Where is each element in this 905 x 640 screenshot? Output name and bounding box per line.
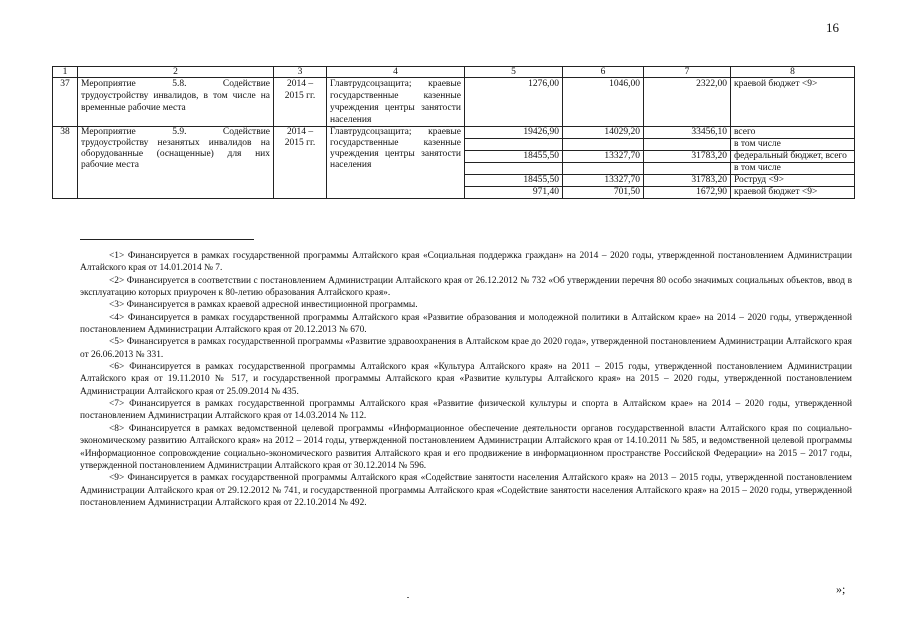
closing-quote: »; <box>836 582 846 596</box>
table-row <box>53 78 855 127</box>
executor: Главтрудсоцзащита; краевые государственные казенные учреждения центры занятости населения <box>327 78 465 127</box>
col-header-2: 2 <box>78 67 274 78</box>
amount-2015 <box>644 163 731 175</box>
footnote-3: <3> Финансируется в рамках краевой адресной инвестиционной программы. <box>109 300 418 311</box>
col-header-1: 1 <box>53 67 78 78</box>
footnote-6: <6> Финансируется в рамках государственной программы Алтайского края «Культура Алтайского края» на 2011 – 2015 годы, утвержденной постановлением Администрации Алтайского края от 19.11.2010 № 517, и государственной программы Алтайского края «Развитие культуры Алтайского края» на 2015 – 2020 годы, утвержденной постановлением Администрации Алтайского края от 25.09.2014 № 435. <box>80 362 852 397</box>
period: 2014 – 2015 гг. <box>274 78 327 127</box>
footnotes <box>80 250 852 509</box>
amount-2014: 701,50 <box>563 187 644 199</box>
amount-2014 <box>563 163 644 175</box>
col-header-8: 8 <box>731 67 855 78</box>
funding-source: в том числе <box>731 139 855 151</box>
budget-table <box>52 66 855 199</box>
amount-2014: 13327,70 <box>563 151 644 163</box>
amount-total: 1276,00 <box>465 78 563 127</box>
funding-source: федеральный бюджет, всего <box>731 151 855 163</box>
amount-total: 18455,50 <box>465 151 563 163</box>
funding-source: краевой бюджет <9> <box>731 78 855 127</box>
col-header-7: 7 <box>644 67 731 78</box>
row-number: 37 <box>53 78 78 127</box>
amount-2015: 2322,00 <box>644 78 731 127</box>
row-number: 38 <box>53 127 78 199</box>
footnote-2: <2> Финансируется в соответствии с постановлением Администрации Алтайского края от 26.12.2012 № 732 «Об утверждении перечня 80 особо значимых социальных объектов, ввод в эксплуатацию которых приурочен к 80-летию образования Алтайского края». <box>80 275 852 299</box>
footnote-1: <1> Финансируется в рамках государственной программы Алтайского края «Социальная поддержка граждан» на 2014 – 2020 годы, утвержденной постановлением Администрации Алтайского края от 14.01.2014 № 7. <box>80 251 852 274</box>
event-name: Мероприятие 5.8. Содействие трудоустройству инвалидов, в том числе на временные рабочие места <box>78 78 274 127</box>
footnote-7: <7> Финансируется в рамках государственной программы Алтайского края «Развитие физической культуры и спорта в Алтайском крае» на 2014 – 2020 годы, утвержденной постановлением Администрации Алтайского края от 14.03.2014 № 112. <box>80 399 852 422</box>
table-header-row <box>53 67 855 78</box>
col-header-4: 4 <box>327 67 465 78</box>
amount-2014: 13327,70 <box>563 175 644 187</box>
footnote-separator <box>80 239 254 240</box>
amount-total <box>465 139 563 151</box>
executor: Главтрудсоцзащита; краевые государственные казенные учреждения центры занятости населения <box>327 127 465 199</box>
amount-total: 19426,90 <box>465 127 563 139</box>
table-row <box>53 127 855 139</box>
footnote-8: <8> Финансируется в рамках ведомственной целевой программы «Информационное обеспечение деятельности органов государственной власти Алтайского края по социально-экономическому развитию Алтайского края» на 2012 – 2014 годы, утвержденной постановлением Администрации Алтайского края от 14.10.2011 № 585, и ведомственной целевой программы «Информационное сопровождение социально-экономического развития Алтайского края и его продвижение в информационном пространстве Российской Федерации» на 2015 – 2017 годы, утвержденной постановлением Администрации Алтайского края от 30.12.2014 № 596. <box>80 423 852 471</box>
amount-2015: 33456,10 <box>644 127 731 139</box>
amount-2015: 31783,20 <box>644 175 731 187</box>
footnote-4: <4> Финансируется в рамках государственной программы Алтайского края «Развитие образования и молодежной политики в Алтайском крае» на 2014 – 2020 годы, утвержденной постановлением Администрации Алтайского края от 20.12.2013 № 670. <box>80 312 852 336</box>
col-header-3: 3 <box>274 67 327 78</box>
funding-source: Роструд <9> <box>731 175 855 187</box>
footnote-5: <5> Финансируется в рамках государственной программы «Развитие здравоохранения в Алтайском крае до 2020 года», утвержденной постановлением Администрации Алтайского края от 26.06.2013 № 331. <box>80 337 852 360</box>
funding-source: всего <box>731 127 855 139</box>
amount-2014 <box>563 139 644 151</box>
page-number: 16 <box>826 20 839 35</box>
amount-2015 <box>644 139 731 151</box>
scan-dot <box>407 597 409 598</box>
event-name: Мероприятие 5.9. Содействие трудоустройству незанятых инвалидов на оборудованные (оснащенные) для них рабочие места <box>78 127 274 199</box>
footnote-9: <9> Финансируется в рамках государственной программы Алтайского края «Содействие занятости населения Алтайского края» на 2013 – 2015 годы, утвержденной постановлением Администрации Алтайского края от 29.12.2012 № 741, и государственной программы Алтайского края «Содействие занятости населения Алтайского края» на 2015 – 2020 годы, утвержденной постановлением Администрации Алтайского края от 22.10.2014 № 492. <box>80 473 852 508</box>
col-header-6: 6 <box>563 67 644 78</box>
amount-total: 971,40 <box>465 187 563 199</box>
funding-source: в том числе <box>731 163 855 175</box>
amount-2015: 31783,20 <box>644 151 731 163</box>
amount-total: 18455,50 <box>465 175 563 187</box>
amount-total <box>465 163 563 175</box>
amount-2014: 14029,20 <box>563 127 644 139</box>
amount-2015: 1672,90 <box>644 187 731 199</box>
funding-source: краевой бюджет <9> <box>731 187 855 199</box>
period: 2014 – 2015 гг. <box>274 127 327 199</box>
amount-2014: 1046,00 <box>563 78 644 127</box>
col-header-5: 5 <box>465 67 563 78</box>
